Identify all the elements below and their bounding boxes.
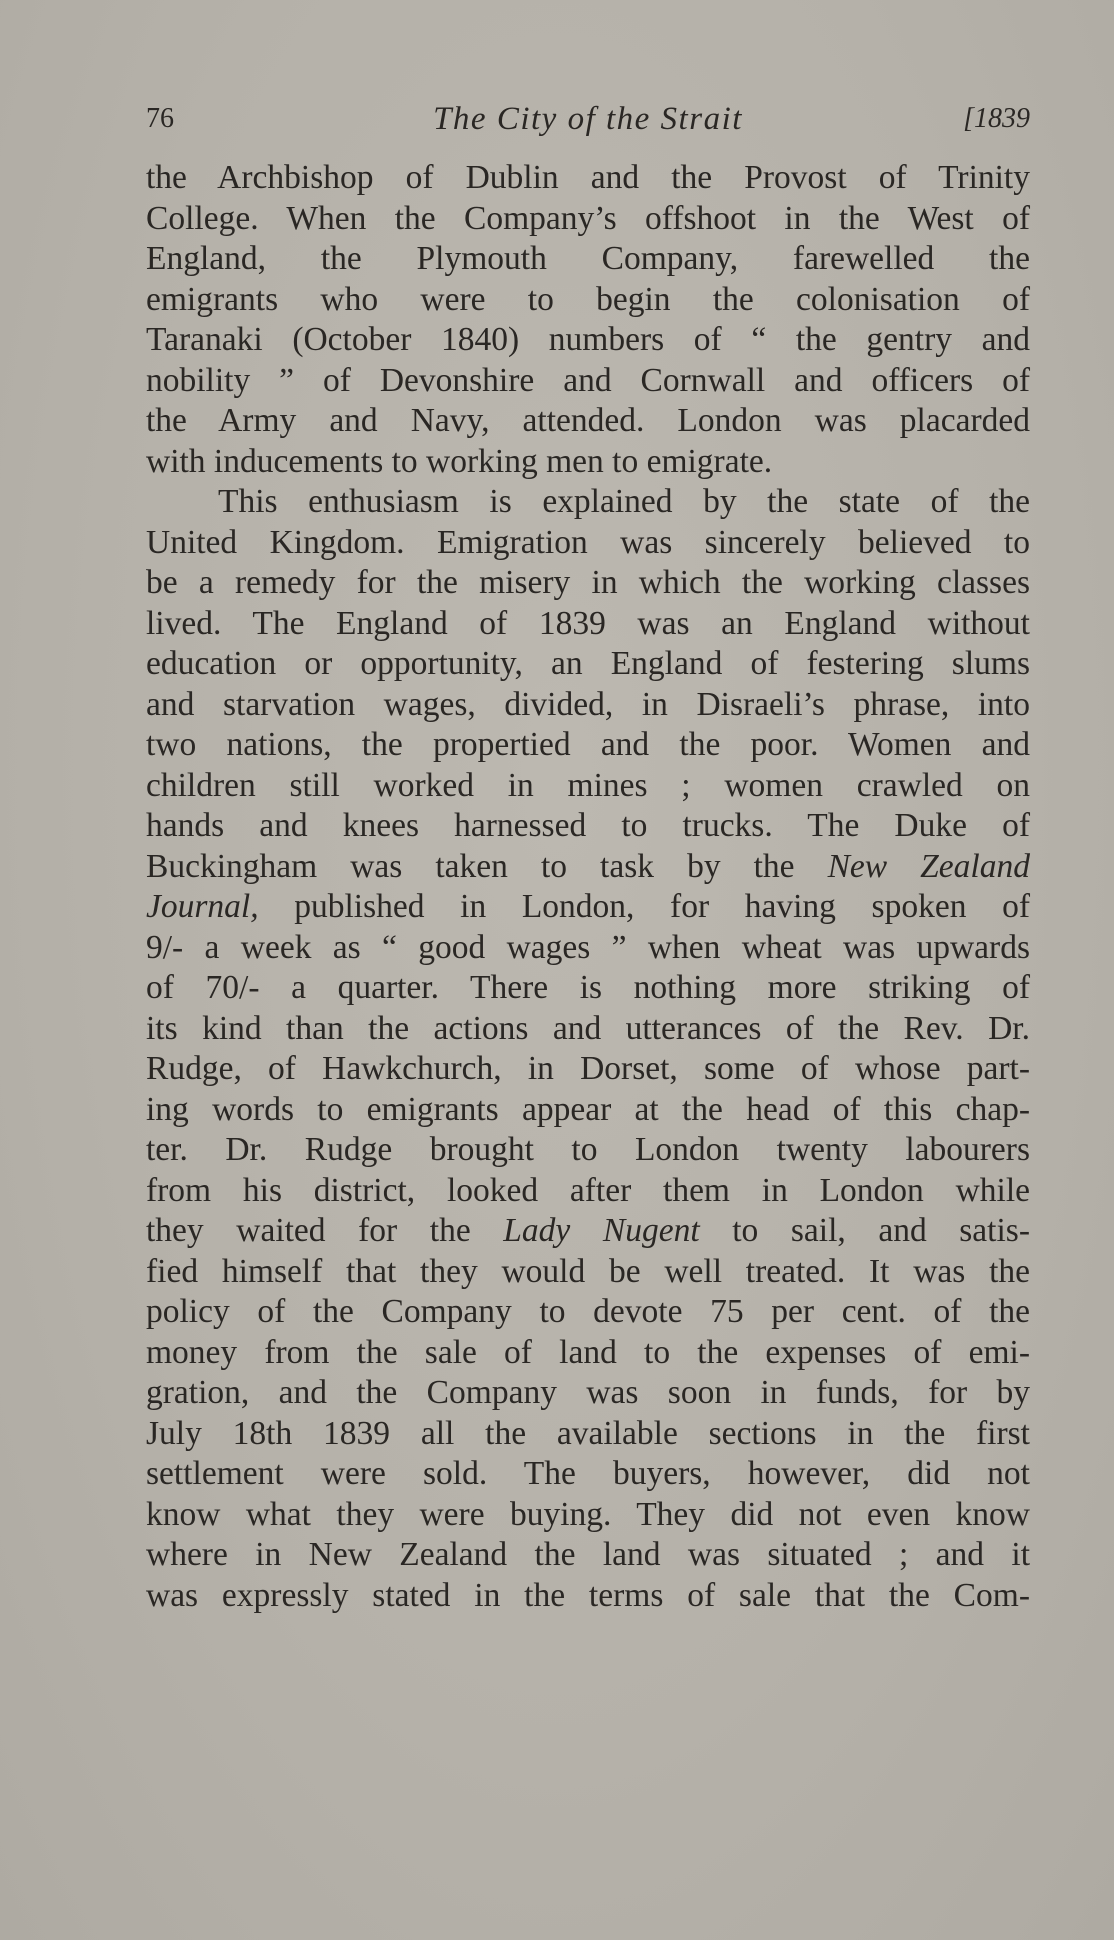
text-line: two nations, the propertied and the poor. Women and [146,726,1030,763]
body-text [146,158,1030,1616]
text-line: hands and knees harnessed to trucks. The Duke of [146,807,1030,844]
text-line: United Kingdom. Emigration was sincerely believed to [146,523,1030,561]
text-line: This enthusiasm is explained by the state of the [218,483,1030,520]
text-line: nobility ” of Devonshire and Cornwall and officers of [146,361,1030,399]
italic-text: New Zealand [827,847,1030,885]
book-page [146,96,1030,1616]
page-number: 76 [146,103,174,134]
text-line: gration, and the Company was soon in funds, for by [146,1374,1030,1411]
text-line: the Archbishop of Dublin and the Provost of Trinity [146,159,1030,196]
text-run: published in London, for having spoken of [258,888,1030,925]
text-line: where in New Zealand the land was situated ; and it [146,1536,1030,1573]
text-line: and starvation wages, divided, in Disraeli’s phrase, into [146,685,1030,723]
text-line: the Army and Navy, attended. London was placarded [146,402,1030,439]
text-line: July 18th 1839 all the available sections in the first [146,1414,1030,1452]
italic-text: Journal, [146,888,259,925]
text-line: Taranaki (October 1840) numbers of “ the gentry and [146,321,1030,358]
text-run: they waited for the [146,1212,504,1249]
text-line: Rudge, of Hawkchurch, in Dorset, some of whose part- [146,1050,1030,1087]
text-line: College. When the Company’s offshoot in the West of [146,199,1030,237]
text-line: fied himself that they would be well treated. It was the [146,1252,1030,1290]
text-run: to sail, and satis- [699,1212,1030,1249]
text-line: England, the Plymouth Company, farewelled the [146,240,1030,277]
text-line: know what they were buying. They did not even know [146,1495,1030,1533]
text-line: children still worked in mines ; women crawled on [146,766,1030,804]
italic-text: Lady Nugent [503,1212,700,1249]
text-line: with inducements to working men to emigrate. [146,442,773,480]
text-line: ter. Dr. Rudge brought to London twenty labourers [146,1131,1030,1168]
running-head [146,96,1030,142]
text-line: policy of the Company to devote 75 per cent. of the [146,1293,1030,1330]
text-line [146,887,1030,928]
text-line: 9/- a week as “ good wages ” when wheat was upwards [146,928,1030,966]
text-line: lived. The England of 1839 was an England without [146,604,1030,642]
running-year: [1839 [963,103,1030,134]
text-line: money from the sale of land to the expenses of emi- [146,1333,1030,1371]
text-line: from his district, looked after them in London while [146,1171,1030,1209]
text-line: of 70/- a quarter. There is nothing more striking of [146,969,1030,1006]
text-line: was expressly stated in the terms of sale that the Com- [146,1576,1030,1614]
text-run: Buckingham was taken to task by the [146,847,828,885]
text-line: education or opportunity, an England of festering slums [146,645,1030,682]
text-line [146,1211,1030,1252]
text-line: settlement were sold. The buyers, however, did not [146,1455,1030,1492]
running-title: The City of the Strait [433,101,743,137]
text-line: its kind than the actions and utterances of the Rev. Dr. [146,1009,1030,1047]
text-line: emigrants who were to begin the colonisation of [146,280,1030,318]
text-line: be a remedy for the misery in which the working classes [146,564,1030,601]
text-line [146,847,1030,888]
text-line: ing words to emigrants appear at the head of this chap- [146,1090,1030,1128]
